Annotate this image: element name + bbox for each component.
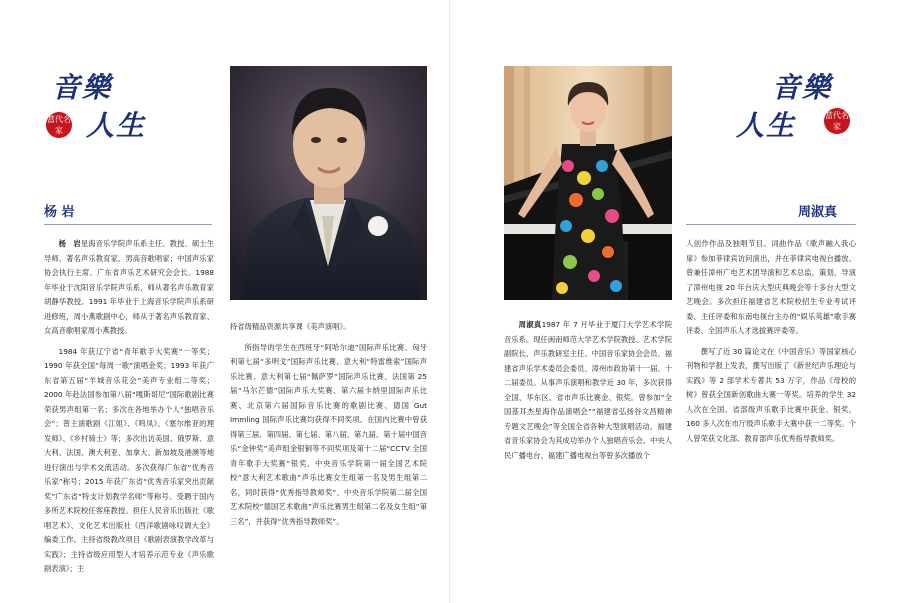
biography-text: 1987 年 7 月毕业于厦门大学艺术学院音乐系。现任闽南师范大学艺术学院教授、艺术学院副院长、声乐教研室主任、中国音乐家协会会员、福建省声乐学术委员会委员、漳州市政协第十一届、十二届委员。从事声乐演唱和教学近 30 年，多次获得全国、华东区、省市声乐比赛金、银奖。曾参加“全国基耳杰星海作品演唱会”“福建省弘扬谷文昌精神专题文艺晚会”等全国全省各种大型演唱活动，福建省音乐家协会为其成功举办个人独唱音乐会。中央人民广播电台、福建广播电视台等曾多次播放个 (504, 320, 673, 460)
logo-yinyue-rensheng (44, 62, 164, 152)
portrait-photo-right (504, 66, 672, 300)
biography-paragraph: 1984 年获辽宁省“青年歌手大奖赛”一等奖；1990 年获全国“每周一歌”演唱金奖；1993 年获广东省第五届“羊城音乐花会”美声专业组二等奖；2000 年赴法国参加第八届“嘎斯哥尼”国际歌剧比赛荣获男声组第一名；多次在各地举办个人“独唱音乐会”；曾主演歌剧《江姐》、《鸣凤》、《塞尔维亚的理发师》、《乡村骑士》等；多次出访美国、俄罗斯、意大利、法国、澳大利亚、加拿大、新加坡及港澳等地进行演出与学术交流活动。多次获得广东省“优秀音乐家”称号；2015 年获广东省“优秀音乐家突出贡献奖”广东省“特支计划教学名师”等称号。受聘于国内多所艺术院校任客座教授。担任人民音乐出版社《歌唱艺术》、文化艺术出版社《西洋歌剧咏叹调大全》编委工作。主持省级教改项目《歌剧表演教学改革与实践》；主持省级应用型人才培养示范专业《声乐歌剧表演》；主 (44, 346, 214, 573)
biography-paragraph: 所指导的学生在西班牙“阿哈尔迪”国际声乐比赛、匈牙利第七届“多明戈”国际声乐比赛、意大利“特雷维索”国际声乐比赛、意大利第七届“佩萨罗”国际声乐比赛、法国第 25 届“马尔芒德”国际声乐大奖赛、第六届卡纳里国际声乐比赛、北京第六届国际音乐比赛的歌剧比赛、德国 Gut Immling 国际声乐比赛均获得不同奖项。在国内比赛中曾获得第三届、第四届、第七届、第八届、第九届、第十届中国音乐“金钟奖”美声组金银铜等不同奖项及第十二届“CCTV 全国青年歌手大奖赛”银奖、中央音乐学院第一届全国艺术院校“意大利艺术歌曲”声乐比赛女生组第一名及男生组第二名，同时获得“优秀指导教师奖”、中央音乐学院第二届全国艺术院校“德国艺术歌曲”声乐比赛男生组第二名及女生组“第三名”，并获得“优秀指导教师奖”。 (230, 342, 428, 526)
biography-column-1-right (504, 318, 672, 469)
name-divider-right (686, 224, 856, 225)
portrait-photo-left (230, 66, 427, 300)
name-divider-left (44, 224, 212, 225)
biography-column-2-right (686, 237, 856, 452)
biography-column-1-left (44, 237, 214, 583)
biography-column-2-left (230, 320, 427, 535)
logo-line2: 人生 (86, 109, 147, 142)
artist-name-right: 周淑真 (798, 205, 838, 220)
biography-paragraph: 人创作作品及独唱节目。词曲作品《歌声融入我心扉》参加菲律宾访问演出，并在菲律宾电视台播放。曾兼任漳州广电艺术团导演和艺术总监，策划、导演了漳州电视 20 年台庆大型庆典晚会等十多台大型文艺晚会。多次担任福建省艺术院校招生专业考试评委、主任评委和东南电视台主办的“娱乐英雄”歌手赛评委、全国声乐人才选拔赛评委等。 (686, 239, 856, 335)
right-page (450, 0, 900, 603)
logo-yinyue-rensheng (732, 62, 852, 152)
artist-name-left: 杨 岩 (44, 205, 75, 220)
biography-name: 周淑真 (518, 320, 542, 329)
logo-seal: 當代名家 (824, 108, 850, 134)
biography-paragraph (44, 237, 214, 339)
biography-paragraph: 持省级精品资源共享课《美声演唱》。 (230, 322, 351, 331)
biography-name: 杨 岩 (58, 239, 81, 248)
biography-text: 星海音乐学院声乐系主任、教授、硕士生导师、著名声乐教育家、男高音歌唱家；中国声乐家协会执行主席、广东省声乐艺术研究会会长。1988 年毕业于沈阳音乐学院声乐系，师从著名声乐教育家胡静华教授。1991 年毕业于上海音乐学院声乐系研进修班，周小燕歌剧中心，师从于著名声乐教育家、女高音歌唱家周小燕教授。 (44, 239, 215, 335)
logo-seal: 當代名家 (46, 112, 72, 138)
logo-line1: 音樂 (772, 71, 833, 104)
biography-paragraph (504, 318, 672, 463)
logo-line1: 音樂 (52, 71, 113, 104)
logo-line2: 人生 (736, 109, 797, 142)
biography-paragraph: 撰写了近 30 篇论文在《中国音乐》等国家核心刊物和学报上发表，撰写出版了《新世纪声乐理论与实践》等 2 部学术专著共 53 万字，作品《母校的树》曾获全国新创歌曲大赛一等奖。培养的学生 32 人次在全国、省部级声乐歌手比赛中获金、银奖，160 多人次在市厅级声乐歌手大赛中获一二等奖。个人曾荣获文化部、教育部声乐优秀指导教师奖。 (686, 346, 856, 443)
